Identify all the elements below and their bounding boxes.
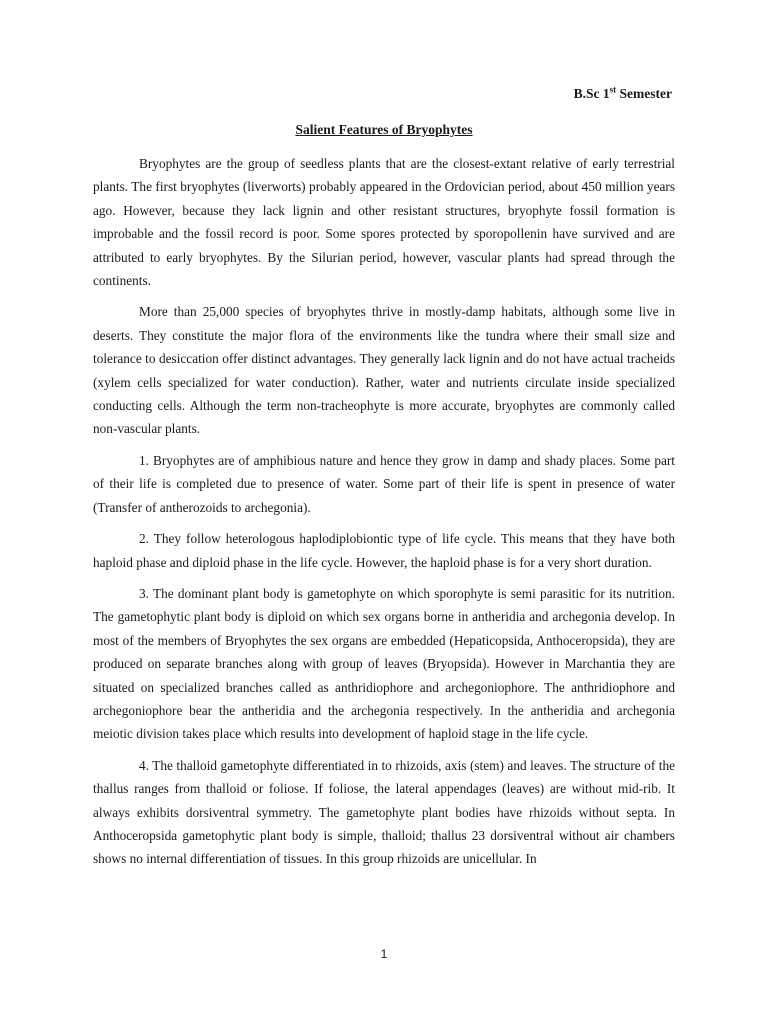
feature-item-3: 3. The dominant plant body is gametophyte on which sporophyte is semi parasitic for its nutrition. The gametophytic plant body is diploid on which sex organs borne in antheridia and archegonia develop. In most of the members of Bryophytes the sex organs are embedded (Hepaticopsida, Anthoceropsida), they are produced on separate branches along with group of leaves (Bryopsida). However in Marchantia they are situated on specialized branches called as anthridiophore and archegoniophore. The anthridiophore and archegoniophore bear the antheridia and the archegonia respectively. In the antheridia and archegonia meiotic division takes place which results into development of haploid stage in the life cycle. bbox=[93, 585, 675, 742]
paragraph-species: More than 25,000 species of bryophytes thrive in mostly-damp habitats, although some live in deserts. They constitute the major flora of the environments like the tundra where their small size and tolerance to desiccation offer distinct advantages. They generally lack lignin and do not have actual tracheids (xylem cells specialized for water conduction). Rather, water and nutrients circulate inside specialized conducting cells. Although the term non-tracheophyte is more accurate, bryophytes are commonly called non-vascular plants. bbox=[93, 304, 675, 437]
course-label bbox=[574, 86, 672, 102]
document-body bbox=[93, 152, 675, 879]
feature-item-1: 1. Bryophytes are of amphibious nature and hence they grow in damp and shady places. Some part of their life is completed due to presence of water. Some part of their life is spent in presence of water (Transfer of antherozoids to archegonia). bbox=[93, 452, 675, 515]
page-number: 1 bbox=[380, 947, 388, 961]
course-prefix: B.Sc 1 bbox=[573, 86, 610, 101]
feature-item-4: 4. The thalloid gametophyte differentiated in to rhizoids, axis (stem) and leaves. The structure of the thallus ranges from thalloid or foliose. If foliose, the lateral appendages (leaves) are without mid-rib. It always exhibits dorsiventral symmetry. The gametophyte plant bodies have rhizoids without septa. In Anthoceropsida gametophytic plant body is simple, thalloid; thallus 23 dorsiventral without air chambers shows no internal differentiation of tissues. In this group rhizoids are unicellular. In bbox=[93, 757, 675, 867]
course-suffix: Semester bbox=[616, 86, 672, 101]
feature-item-2: 2. They follow heterologous haplodiplobiontic type of life cycle. This means that they have both haploid phase and diploid phase in the life cycle. However, the haploid phase is for a very short duration. bbox=[93, 531, 675, 570]
document-title: Salient Features of Bryophytes bbox=[295, 122, 473, 137]
course-superscript: st bbox=[609, 84, 617, 95]
paragraph-intro: Bryophytes are the group of seedless plants that are the closest-extant relative of early terrestrial plants. The first bryophytes (liverworts) probably appeared in the Ordovician period, about 450 million years ago. However, because they lack lignin and other resistant structures, bryophyte fossil formation is improbable and the fossil record is poor. Some spores protected by sporopollenin have survived and are attributed to early bryophytes. By the Silurian period, however, vascular plants had spread through the continents. bbox=[93, 156, 675, 289]
